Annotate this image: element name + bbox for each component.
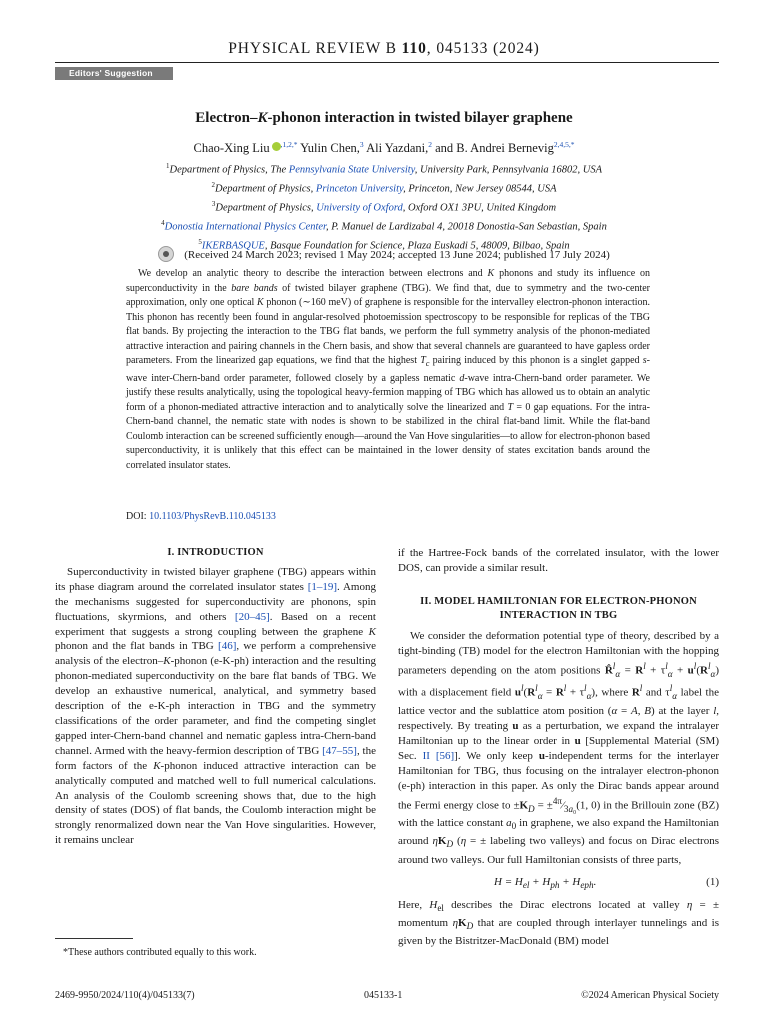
doi-line: DOI: 10.1103/PhysRevB.110.045133 xyxy=(126,511,276,522)
issn-code: 2469-9950/2024/110(4)/045133(7) xyxy=(55,990,195,1001)
abstract: We develop an analytic theory to describe the interaction between electrons and K phonons and study its influence on superconductivity in the bare bands of twisted bilayer graphene (TBG). We find that, due to symmetry and the two-center approximation, only one optical K phonon (∼160 meV) of graphene is responsible for the intervalley electron-phonon interaction. This phonon has recently been found in angular-resolved photoemission spectroscopy to be responsible for replicas of the TBG flat bands. By projecting the interaction to the TBG flat bands, we perform the full symmetry analysis of the phonon-mediated attractive interaction and pairing channels in the Chern basis, and show that several channels are guaranteed to have gapless order parameters. From the linearized gap equations, we find that the highest $T_c$ pairing induced by this phonon is a singlet gapped s-wave inter-Chern-band order parameter, followed closely by a gapless nematic d-wave intra-Chern-band order parameter. We justify these results analytically, using the topological heavy-fermion mapping of TBG which has allowed us to obtain an analytic form of a phonon-mediated attractive interaction and to analytically solve the linearized and T = 0 gap equations. For the intra-Chern-band channel, the nematic state with nodes is shown to be stabilized in the chiral flat-band limit. While the flat-band Coulomb interaction can be screened sufficiently enough—around the Van Hove singularities—to allow for electron-phonon based superconductivity, it is unlikely that this effect can be maintained in the lower density of states excitation bands around the correlated insulator states. xyxy=(126,268,650,471)
affiliation-line: $^1$Department of Physics, The Pennsylvania State University, University Park, Pennsylvania 16802, USA xyxy=(166,162,602,176)
footnote-divider xyxy=(55,938,133,939)
affiliation-list xyxy=(0,159,768,254)
citation-link[interactable]: [20–45] xyxy=(234,610,270,623)
section-heading-model: II. MODEL HAMILTONIAN FOR ELECTRON-PHONON INTERACTION IN TBG xyxy=(420,595,697,621)
citation-link[interactable]: [56] xyxy=(435,749,455,762)
author-name: Ali Yazdani, xyxy=(366,141,429,156)
citation-link[interactable]: [1–19] xyxy=(307,580,338,593)
equation-body: $H = H_{el} + H_{ph} + H_{eph}$. xyxy=(494,876,597,891)
equation-number: (1) xyxy=(706,876,719,889)
publication-dates xyxy=(0,246,768,262)
affiliation-line: $^4$Donostia International Physics Center, P. Manuel de Lardizabal 4, 20018 Donostia-San Sebastian, Spain xyxy=(161,219,607,233)
author-affiliation-marks[interactable]: 2,4,5,* xyxy=(553,140,575,149)
header-divider xyxy=(55,62,719,63)
editors-suggestion-badge[interactable]: Editors' Suggestion xyxy=(55,67,173,80)
affiliation-line: $^3$Department of Physics, University of Oxford, Oxford OX1 3PU, United Kingdom xyxy=(211,200,557,214)
intro-continuation: if the Hartree-Fock bands of the correlated insulator, with the lower DOS, can provide a similar result. xyxy=(398,547,719,574)
author-affiliation-marks[interactable]: ,1,2,* xyxy=(280,140,298,149)
model-paragraph-2: Here, $H_{el}$ describes the Dirac electrons located at valley η = ± momentum $\eta K_D$ that are coupled through interlayer tunnelings and is given by the Bistritzer-MacDonald (BM) model xyxy=(398,898,719,947)
author-name: Chao-Xing Liu xyxy=(193,141,270,156)
institution-link[interactable]: Pennsylvania State University xyxy=(288,164,415,176)
equation-1 xyxy=(398,875,719,893)
author-affiliation-marks[interactable]: 2 xyxy=(428,140,432,149)
model-paragraph: We consider the deformation potential type of theory, described by a tight-binding (TB) model for the electron Hamiltonian with the hopping parameters depending on the atom positions R̂$^l_\alpha$ = $R^l + \tau^l_\alpha + u^l(R^l_\alpha)$ with a displacement field $u^l(R^l_\alpha = R^l + \tau^l_\alpha)$, where $R^l$ and $\tau^l_\alpha$ label the lattice vector and the sublattice atom position (α = A, B) at the layer l, respectively. By treating u as a perturbation, we expand the intralayer Hamiltonian up to the linear order in u [Supplemental Material (SM) Sec. II [56]]. We only keep u-independent terms for the interlayer Hamiltonian for TBG, thus focusing on the intralayer electron-phonon (e-ph) interaction in this paper. As only the Dirac bands appear around the Fermi energy close to $\pm K_D$ = $\pm^{4\pi}⁄_{3a_0}(1$, 0) in the Brillouin zone (BZ) with the lattice constant $a_0$ in graphene, we also expand the Hamiltonian around $\eta K_D$ (η = ± labeling two valleys) and focus on Dirac electrons around two valleys. Our full Hamiltonian consists of three parts, xyxy=(398,629,720,866)
institution-link[interactable]: IKERBASQUE xyxy=(201,240,265,252)
journal-volume: 110 xyxy=(401,40,427,57)
institution-link[interactable]: Princeton University xyxy=(315,183,404,195)
doi-link[interactable]: 10.1103/PhysRevB.110.045133 xyxy=(149,511,276,522)
affiliation-line: $^2$Department of Physics, Princeton University, Princeton, New Jersey 08544, USA xyxy=(211,181,557,195)
copyright: ©2024 American Physical Society xyxy=(581,990,719,1001)
author-affiliation-marks[interactable]: 3 xyxy=(359,140,364,149)
intro-paragraph: Superconductivity in twisted bilayer graphene (TBG) appears within its phase diagram around the correlated insulator states [1–19]. Among the mechanisms suggested for superconductivity are phonons, spin fluctuations, skyrmions, and others [20–45]. Based on a recent experiment that suggests a strong coupling between the graphene K phonon and the flat bands in TBG [46], we perform a comprehensive analysis of the electron–K-phonon (e-K-ph) interaction and the resulting phonon-mediated superconductivity on the bare flat bands of TBG. We develop an exhaustive numerical, analytical, and symmetry based description of the e-K-ph interaction in TBG and the symmetry classifications of the order parameter, and find the competing singlet gapped inter-Chern-band channel and nematic gapless intra-Chern-band channel. Armed with the heavy-fermion description of TBG [47–55], the form factors of the K-phonon induced attractive interaction can be analytically computed and matched well to full numerical calculations. An analysis of the Coulomb screening shows that, due to the high density of states (DOS) of flat bands, the Coulomb interaction might be strongly renormalized down near the Van Hove singularities. However, it remains unclear xyxy=(55,565,376,847)
right-column xyxy=(398,546,719,949)
crossmark-icon[interactable] xyxy=(158,246,174,262)
article-number-year: , 045133 (2024) xyxy=(426,40,540,57)
paper-title: Electron–K-phonon interaction in twisted bilayer graphene xyxy=(195,110,573,126)
citation-link[interactable]: [46] xyxy=(218,640,237,653)
left-column xyxy=(55,546,376,848)
section-heading-introduction: I. INTRODUCTION xyxy=(167,547,264,558)
author-list xyxy=(0,140,768,156)
page-number: 045133-1 xyxy=(364,990,403,1001)
author-name: and B. Andrei Bernevig xyxy=(435,141,554,156)
journal-name: PHYSICAL REVIEW B xyxy=(228,40,397,57)
affiliation-line: $^5$IKERBASQUE, Basque Foundation for Science, Plaza Euskadi 5, 48009, Bilbao, Spain xyxy=(198,238,570,252)
citation-link[interactable]: [47–55] xyxy=(322,744,357,757)
author-name: Yulin Chen, xyxy=(300,141,360,156)
institution-link[interactable]: Donostia International Physics Center xyxy=(164,221,326,233)
institution-link[interactable]: University of Oxford xyxy=(316,202,403,214)
journal-header xyxy=(0,40,768,58)
orcid-icon[interactable] xyxy=(272,142,281,151)
sm-section-link[interactable]: II xyxy=(422,749,430,762)
dates-text: (Received 24 March 2023; revised 1 May 2024; accepted 13 June 2024; published 17 July 2024) xyxy=(184,249,610,261)
footnote-equal-contribution: *These authors contributed equally to this work. xyxy=(63,947,257,958)
